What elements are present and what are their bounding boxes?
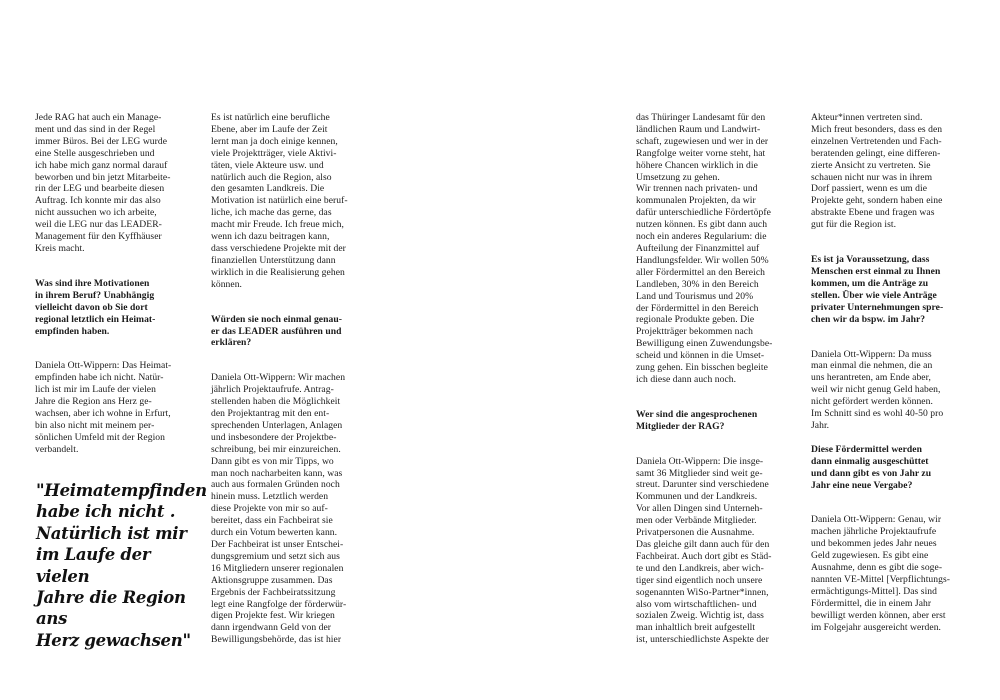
paragraph: Daniela Ott-Wippern: Die insge- samt 36 Mitglieder sind weit ge- streut. Darunter sind verschiedene Kommunen und der Landkreis. Vor allen Dingen sind Unterneh- men oder Verbände Mitglieder. Privatpersonen die Ausnahme. Das gleiche gilt dann auch für den Fachbeirat. Auch dort gibt es Städ- te und den Landkreis, aber wich- tiger sind eigentlich noch unsere sogenannten WiSo-Partner*innen, also vom wirtschaftlichen- und sozialen Zweig. Wichtig ist, dass man inhaltlich breit aufgestellt ist, unterschiedlichste Aspekte der [636,455,772,646]
column-2 [211,112,383,646]
interview-question: Es ist ja Voraussetzung, dass Menschen erst einmal zu Ihnen kommen, um die Anträge zu stellen. Über wie viele Anträge privater Unternehmungen spre- chen wir da bspw. im Jahr? [811,254,944,325]
paragraph: Jede RAG hat auch ein Manage- ment und das sind in der Regel immer Büros. Bei der LEG wurde eine Stelle ausgeschrieben und ich habe mich ganz normal darauf beworben und bin jetzt Mitarbeite- rin der LEG und bearbeite diesen Auftrag. Ich konnte mir das also nicht aussuchen wo ich arbeite, weil die LEG nur das LEADER- Management für den Kyffhäuser Kreis macht. [35,112,171,254]
interview-question: Diese Fördermittel werden dann einmalig ausgeschüttet und dann gibt es von Jahr zu Jahr eine neue Vergabe? [811,443,932,491]
interview-question: Würden sie noch einmal genau- er das LEADER ausführen und erklären? [211,313,342,349]
pull-quote: "Heimatempfinden habe ich nicht . Natürlich ist mir im Laufe der vielen Jahre die Region ans Herz gewachsen" [36,481,207,650]
column-1 [35,112,200,456]
paragraph: Es ist natürlich eine berufliche Ebene, aber im Laufe der Zeit lernt man ja doch einige kennen, viele Projektträger, viele Aktivi- täten, viele Akteure usw. und natürlich auch die Region, also den gesamten Landkreis. Die Motivation ist natürlich eine beruf- liche, ich mache das gerne, das macht mir Freude. Ich freue mich, wenn ich dazu beitragen kann, dass verschiedene Projekte mit der finanziellen Unterstützung dann wirklich in die Realisierung gehen können. [211,112,348,290]
interview-question: Was sind ihre Motivationen in ihrem Beruf? Unabhängig vielleicht davon ob Sie dort regional letztlich ein Heimat- empfinden haben. [35,277,156,337]
paragraph: Daniela Ott-Wippern: Das Heimat- empfinden habe ich nicht. Natür- lich ist mir im Laufe der vielen Jahre die Region ans Herz ge- wachsen, aber ich wohne in Erfurt, bin also nicht mit meinem per- sönlichen Umfeld mit der Region verbandelt. [35,360,172,455]
paragraph: Daniela Ott-Wippern: Wir machen jährlich Projektaufrufe. Antrag- stellenden haben die Möglichkeit den Projektantrag mit den ent- sprechenden Unterlagen, Anlagen und insbesondere der Projektbe- schreibung, bei mir einzureichen. Dann gibt es von mir Tipps, wo man noch nacharbeiten kann, was auch aus formalen Gründen noch hinein muss. Letztlich werden diese Projekte von mir so auf- bereitet, dass ein Fachbeirat sie durch ein Votum bewerten kann. Der Fachbeirat ist unser Entschei- dungsgremium und setzt sich aus 16 Mitgliedern unserer regionalen Aktionsgruppe zusammen. Das Ergebnis der Fachbeiratssitzung legt eine Rangfolge der förderwür- digen Projekte fest. Wir kriegen dann irgendwann Geld von der Bewilligungsbehörde, das ist hier [211,372,347,646]
column-4 [811,112,981,634]
column-3 [636,112,801,646]
interview-question: Wer sind die angesprochenen Mitglieder der RAG? [636,408,758,432]
paragraph: Daniela Ott-Wippern: Genau, wir machen jährliche Projektaufrufe und bekommen jedes Jahr neues Geld zugewiesen. Es gibt eine Ausnahme, denn es gibt die soge- nannten VE-Mittel [Verpflichtungs- ermächtigungs-Mittel]. Das sind Fördermittel, die in einem Jahr bewilligt werden können, aber erst im Folgejahr ausgereicht werden. [811,514,950,633]
paragraph: Akteur*innen vertreten sind. Mich freut besonders, dass es den einzelnen Vertretenden und Fach- beratenden gelingt, eine differen- zierte Ansicht zu vertreten. Sie schauen nicht nur was in ihrem Dorf passiert, wenn es um die Projekte geht, sondern haben eine abstrakte Ebene und fragen was gut für die Region ist. [811,112,943,231]
paragraph: das Thüringer Landesamt für den ländlichen Raum und Landwirt- schaft, zugewiesen und wer in der Rangfolge weiter vorne steht, hat höhere Chancen wirklich in die Umsetzung zu gehen. Wir trennen nach privaten- und kommunalen Projekten, da wir dafür unterschiedliche Fördertöpfe nutzen können. Es gibt dann auch noch ein anderes Regularium: die Aufteilung der Finanzmittel auf Handlungsfelder. Wir wollen 50% aller Fördermittel an den Bereich Landleben, 30% in den Bereich Land und Tourismus und 20% der Fördermittel in den Bereich regionale Produkte geben. Die Projektträger bekommen nach Bewilligung einen Zuwendungsbe- scheid und können in die Umset- zung gehen. Ein bisschen begleite ich diese dann auch noch. [636,112,773,385]
paragraph: Daniela Ott-Wippern: Da muss man einmal die nehmen, die an uns herantreten, am Ende aber, weil wir nicht genug Geld haben, nicht gefördert werden können. Im Schnitt sind es wohl 40-50 pro Jahr. [811,348,944,431]
